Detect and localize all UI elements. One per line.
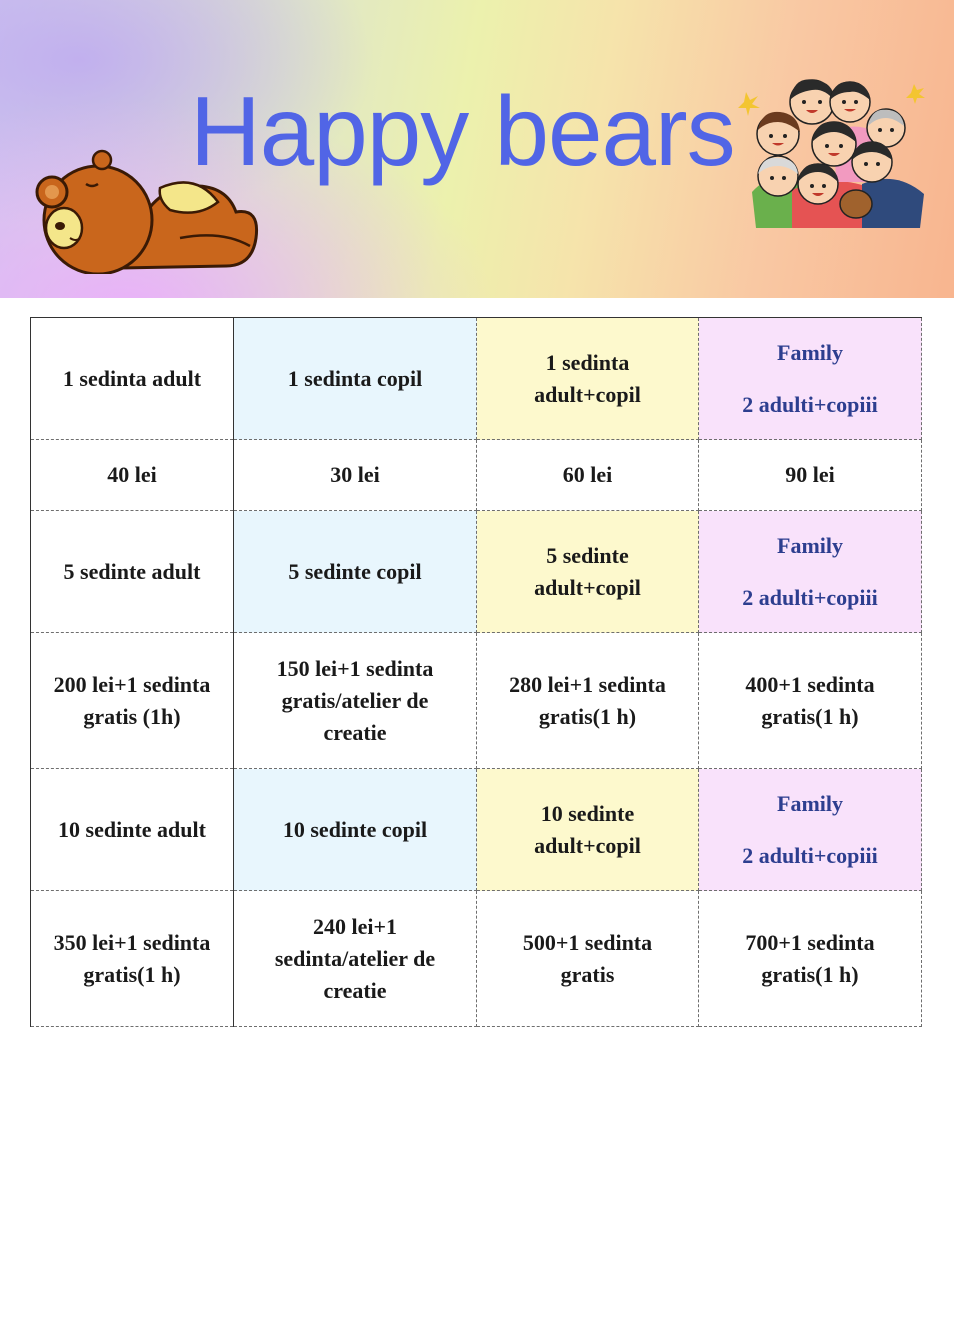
adult-child-price-cell: [477, 633, 699, 769]
family-subtitle: 2 adulti+copiii: [742, 842, 878, 868]
child-package-cell: [234, 769, 477, 891]
adult-price-cell: [31, 633, 234, 769]
adult-child-package-cell: [477, 318, 699, 440]
table-row: [31, 511, 922, 633]
table-row: [31, 891, 922, 1027]
family-price-cell: [699, 633, 922, 769]
cell-text: 350 lei+1 sedinta gratis(1 h): [53, 929, 211, 987]
adult-child-price-cell: [477, 440, 699, 511]
cell-text: 5 sedinte adult: [63, 558, 201, 584]
cell-text: 30 lei: [330, 462, 380, 487]
cell-text: 40 lei: [107, 462, 157, 487]
cell-text: 60 lei: [562, 462, 613, 487]
cell-text: 280 lei+1 sedinta gratis(1 h): [509, 671, 666, 729]
child-package-cell: [234, 511, 477, 633]
family-subtitle: 2 adulti+copiii: [742, 391, 878, 417]
cell-text: 5 sedinte copil: [288, 558, 422, 584]
adult-package-cell: [31, 511, 234, 633]
cell-text: 5 sedinte adult+copil: [534, 542, 641, 600]
pricing-table: [30, 317, 922, 1027]
adult-price-cell: [31, 891, 234, 1027]
header-banner: [0, 0, 954, 298]
family-price-cell: [699, 891, 922, 1027]
cell-text: 700+1 sedinta gratis(1 h): [745, 929, 875, 987]
family-title: Family: [777, 532, 843, 558]
family-subtitle: 2 adulti+copiii: [742, 584, 878, 610]
child-price-cell: [234, 891, 477, 1027]
cell-text: 500+1 sedinta gratis: [522, 929, 653, 987]
child-price-cell: [234, 440, 477, 511]
table-row: [31, 633, 922, 769]
cell-text: 1 sedinta adult+copil: [534, 349, 641, 407]
family-price-cell: [699, 440, 922, 511]
adult-package-cell: [31, 769, 234, 891]
cell-text: 1 sedinta adult: [62, 365, 202, 391]
family-package-cell: [699, 511, 922, 633]
adult-child-price-cell: [477, 891, 699, 1027]
cell-text: 200 lei+1 sedinta gratis (1h): [53, 671, 211, 729]
cell-text: 10 sedinte copil: [282, 816, 428, 842]
happy-family-group-icon: [738, 72, 934, 228]
table-row: [31, 318, 922, 440]
cell-text: 150 lei+1 sedinta gratis/atelier de creatie: [276, 655, 434, 745]
child-package-cell: [234, 318, 477, 440]
adult-package-cell: [31, 318, 234, 440]
table-row: [31, 440, 922, 511]
cell-text: 10 sedinte adult+copil: [534, 800, 641, 858]
family-title: Family: [777, 339, 843, 365]
page-title: Happy bears: [190, 76, 735, 186]
family-title: Family: [777, 790, 843, 816]
adult-price-cell: [31, 440, 234, 511]
cell-text: 90 lei: [785, 462, 835, 487]
adult-child-package-cell: [477, 769, 699, 891]
family-package-cell: [699, 769, 922, 891]
cell-text: 1 sedinta copil: [287, 365, 423, 391]
family-package-cell: [699, 318, 922, 440]
table-row: [31, 769, 922, 891]
cell-text: 10 sedinte adult: [58, 816, 206, 842]
adult-child-package-cell: [477, 511, 699, 633]
cell-text: 240 lei+1 sedinta/atelier de creatie: [274, 913, 436, 1003]
cell-text: 400+1 sedinta gratis(1 h): [745, 671, 875, 729]
child-price-cell: [234, 633, 477, 769]
